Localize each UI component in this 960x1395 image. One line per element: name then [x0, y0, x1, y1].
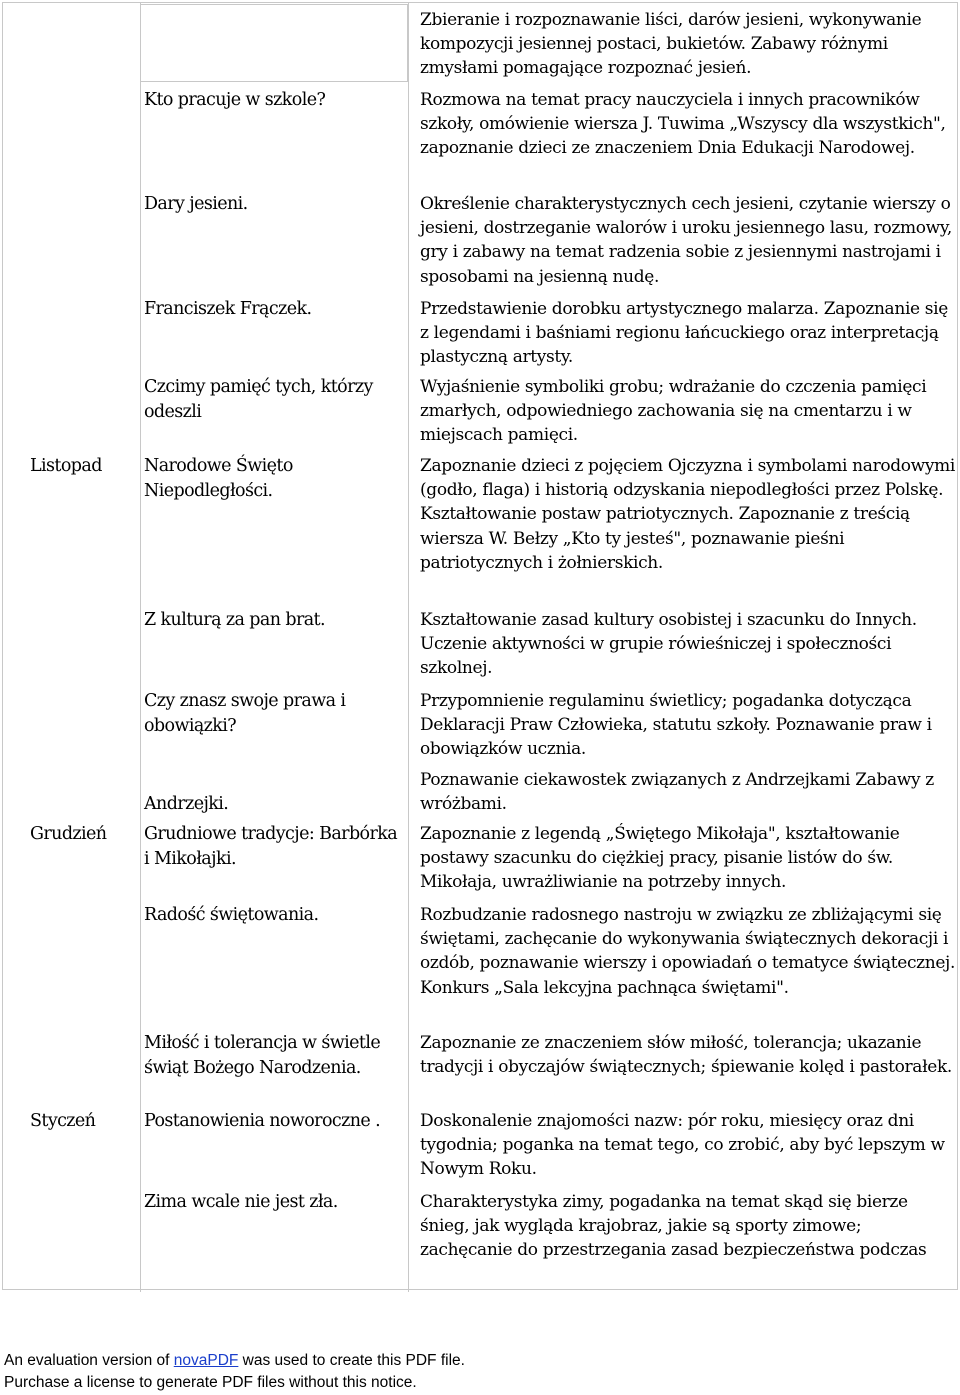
topic-title: Czcimy pamięć tych, którzy odeszli: [144, 377, 373, 422]
activity-description: Rozbudzanie radosnego nastroju w związku ze zbliżającymi się świętami, zachęcanie do wykonywania świątecznych dekoracji i ozdób, poznawanie wierszy i opowiadań o tematyce świątecznej. Konkurs „Sala lekcyjna pachnąca świętami".: [420, 905, 956, 998]
notice-text: was used to create this PDF file.: [238, 1352, 465, 1369]
month-label: Styczeń: [30, 1111, 96, 1131]
month-label: Grudzień: [30, 824, 107, 844]
activity-description: Zapoznanie dzieci z pojęciem Ojczyzna i symbolami narodowymi (godło, flaga) i historią odzyskania niepodległości przez Polskę. Kształtowanie postaw patriotycznych. Zapoznanie z treścią wiersza W. Bełzy „Kto ty jesteś", poznawanie pieśni patriotycznych i żołnierskich.: [420, 456, 955, 573]
activity-description: Zbieranie i rozpoznawanie liści, darów jesieni, wykonywanie kompozycji jesiennej postaci, bukietów. Zabawy różnymi zmysłami pomagające rozpoznać jesień.: [420, 10, 922, 79]
activity-description: Przedstawienie dorobku artystycznego malarza. Zapoznanie się z legendami i baśniami regionu łańcuckiego oraz interpretacją plastyczną artysty.: [420, 299, 948, 368]
activity-description: Przypomnienie regulaminu świetlicy; pogadanka dotycząca Deklaracji Praw Człowieka, statutu szkoły. Poznawanie praw i obowiązków ucznia.: [420, 691, 932, 760]
activity-description: Charakterystyka zimy, pogadanka na temat skąd się bierze śnieg, jak wygląda krajobraz, jakie są sporty zimowe; zachęcanie do przestrzegania zasad bezpieczeństwa podczas: [420, 1192, 927, 1261]
column-divider-1: [140, 2, 141, 1292]
activity-description: Rozmowa na temat pracy nauczyciela i innych pracowników szkoły, omówienie wiersza J. Tuwima „Wszyscy dla wszystkich", zapoznanie dzieci ze znaczeniem Dnia Edukacji Narodowej.: [420, 90, 946, 159]
column-divider-2: [408, 2, 409, 1292]
activity-description: Określenie charakterystycznych cech jesieni, czytanie wierszy o jesieni, dostrzeganie walorów i uroku jesiennego lasu, rozmowy, gry i zabawy na temat radzenia sobie z jesiennymi nastrojami i sposobami na jesienną nudę.: [420, 194, 952, 287]
topic-title: Zima wcale nie jest zła.: [144, 1192, 338, 1212]
month-label: Listopad: [30, 456, 102, 476]
evaluation-notice-line-1: [4, 1350, 465, 1372]
topic-title: Andrzejki.: [144, 794, 229, 814]
topic-title: Narodowe Święto Niepodległości.: [144, 456, 293, 501]
evaluation-notice-line-2: Purchase a license to generate PDF files without this notice.: [4, 1374, 417, 1391]
activity-description: Poznawanie ciekawostek związanych z Andrzejkami Zabawy z wróżbami.: [420, 770, 934, 815]
topic-title: Radość świętowania.: [144, 905, 319, 925]
topic-title: Franciszek Frączek.: [144, 299, 312, 319]
novapdf-link[interactable]: novaPDF: [173, 1352, 239, 1369]
topic-title: Z kulturą za pan brat.: [144, 610, 325, 630]
activity-description: Kształtowanie zasad kultury osobistej i szacunku do Innych. Uczenie aktywności w grupie rówieśniczej i społeczności szkolnej.: [420, 610, 917, 679]
activity-description: Zapoznanie ze znaczeniem słów miłość, tolerancja; ukazanie tradycji i obyczajów świątecznych; śpiewanie kolęd i pastorałek.: [420, 1033, 952, 1078]
topic-title: Grudniowe tradycje: Barbórka i Mikołajki.: [144, 824, 398, 869]
activity-description: Zapoznanie z legendą „Świętego Mikołaja", kształtowanie postawy szacunku do ciężkiej pracy, pisanie listów do św. Mikołaja, uwrażliwianie na potrzeby innych.: [420, 824, 900, 893]
topic-title: Kto pracuje w szkole?: [144, 90, 326, 110]
activity-description: Wyjaśnienie symboliki grobu; wdrażanie do czczenia pamięci zmarłych, odpowiedniego zachowania się na cmentarzu i w miejscach pamięci.: [420, 377, 927, 446]
topic-title: Dary jesieni.: [144, 194, 248, 214]
empty-topic-cell: [140, 4, 408, 82]
activity-description: Doskonalenie znajomości nazw: pór roku, miesięcy oraz dni tygodnia; poganka na temat tego, co zrobić, aby być lepszym w Nowym Roku.: [420, 1111, 945, 1180]
notice-text: An evaluation version of: [4, 1352, 174, 1369]
topic-title: Postanowienia noworoczne .: [144, 1111, 381, 1131]
topic-title: Miłość i tolerancja w świetle świąt Bożego Narodzenia.: [144, 1033, 381, 1078]
topic-title: Czy znasz swoje prawa i obowiązki?: [144, 691, 346, 736]
